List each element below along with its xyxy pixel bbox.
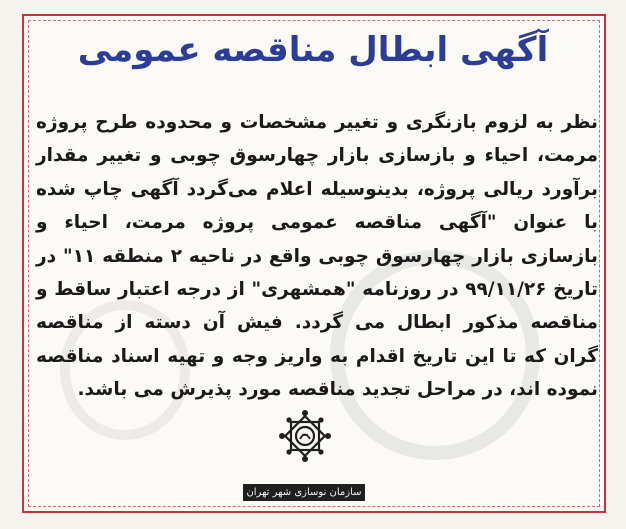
organization-name: سازمان نوسازی شهر تهران — [243, 484, 365, 501]
notice-title: آگهی ابطال مناقصه عمومی — [77, 30, 549, 70]
tehran-municipality-logo-icon — [277, 408, 333, 464]
notice-body: نظر به لزوم بازنگری و تغییر مشخصات و محدوده طرح پروژه مرمت، احیاء و بازسازی بازار چهارسوق چوبی و تغییر مقدار برآورد ریالی پروژه، بدینوسیله اعلام می‌گردد آگهی چاپ شده با عنوان "آگهی مناقصه عمومی پروژه مرمت، احیاء و بازسازی بازار چهارسوق چوبی واقع در ناحیه ۲ منطقه ۱۱" در تاریخ ۹۹/۱۱/۲۶ در روزنامه "همشهری" از درجه اعتبار ساقط و مناقصه مذکور ابطال می گردد. فیش آن دسته از مناقصه گران که تا این تاریخ اقدام به واریز وجه و تهیه اسناد مناقصه نموده اند، در مراحل تجدید مناقصه مورد پذیرش می باشد. — [36, 112, 598, 401]
